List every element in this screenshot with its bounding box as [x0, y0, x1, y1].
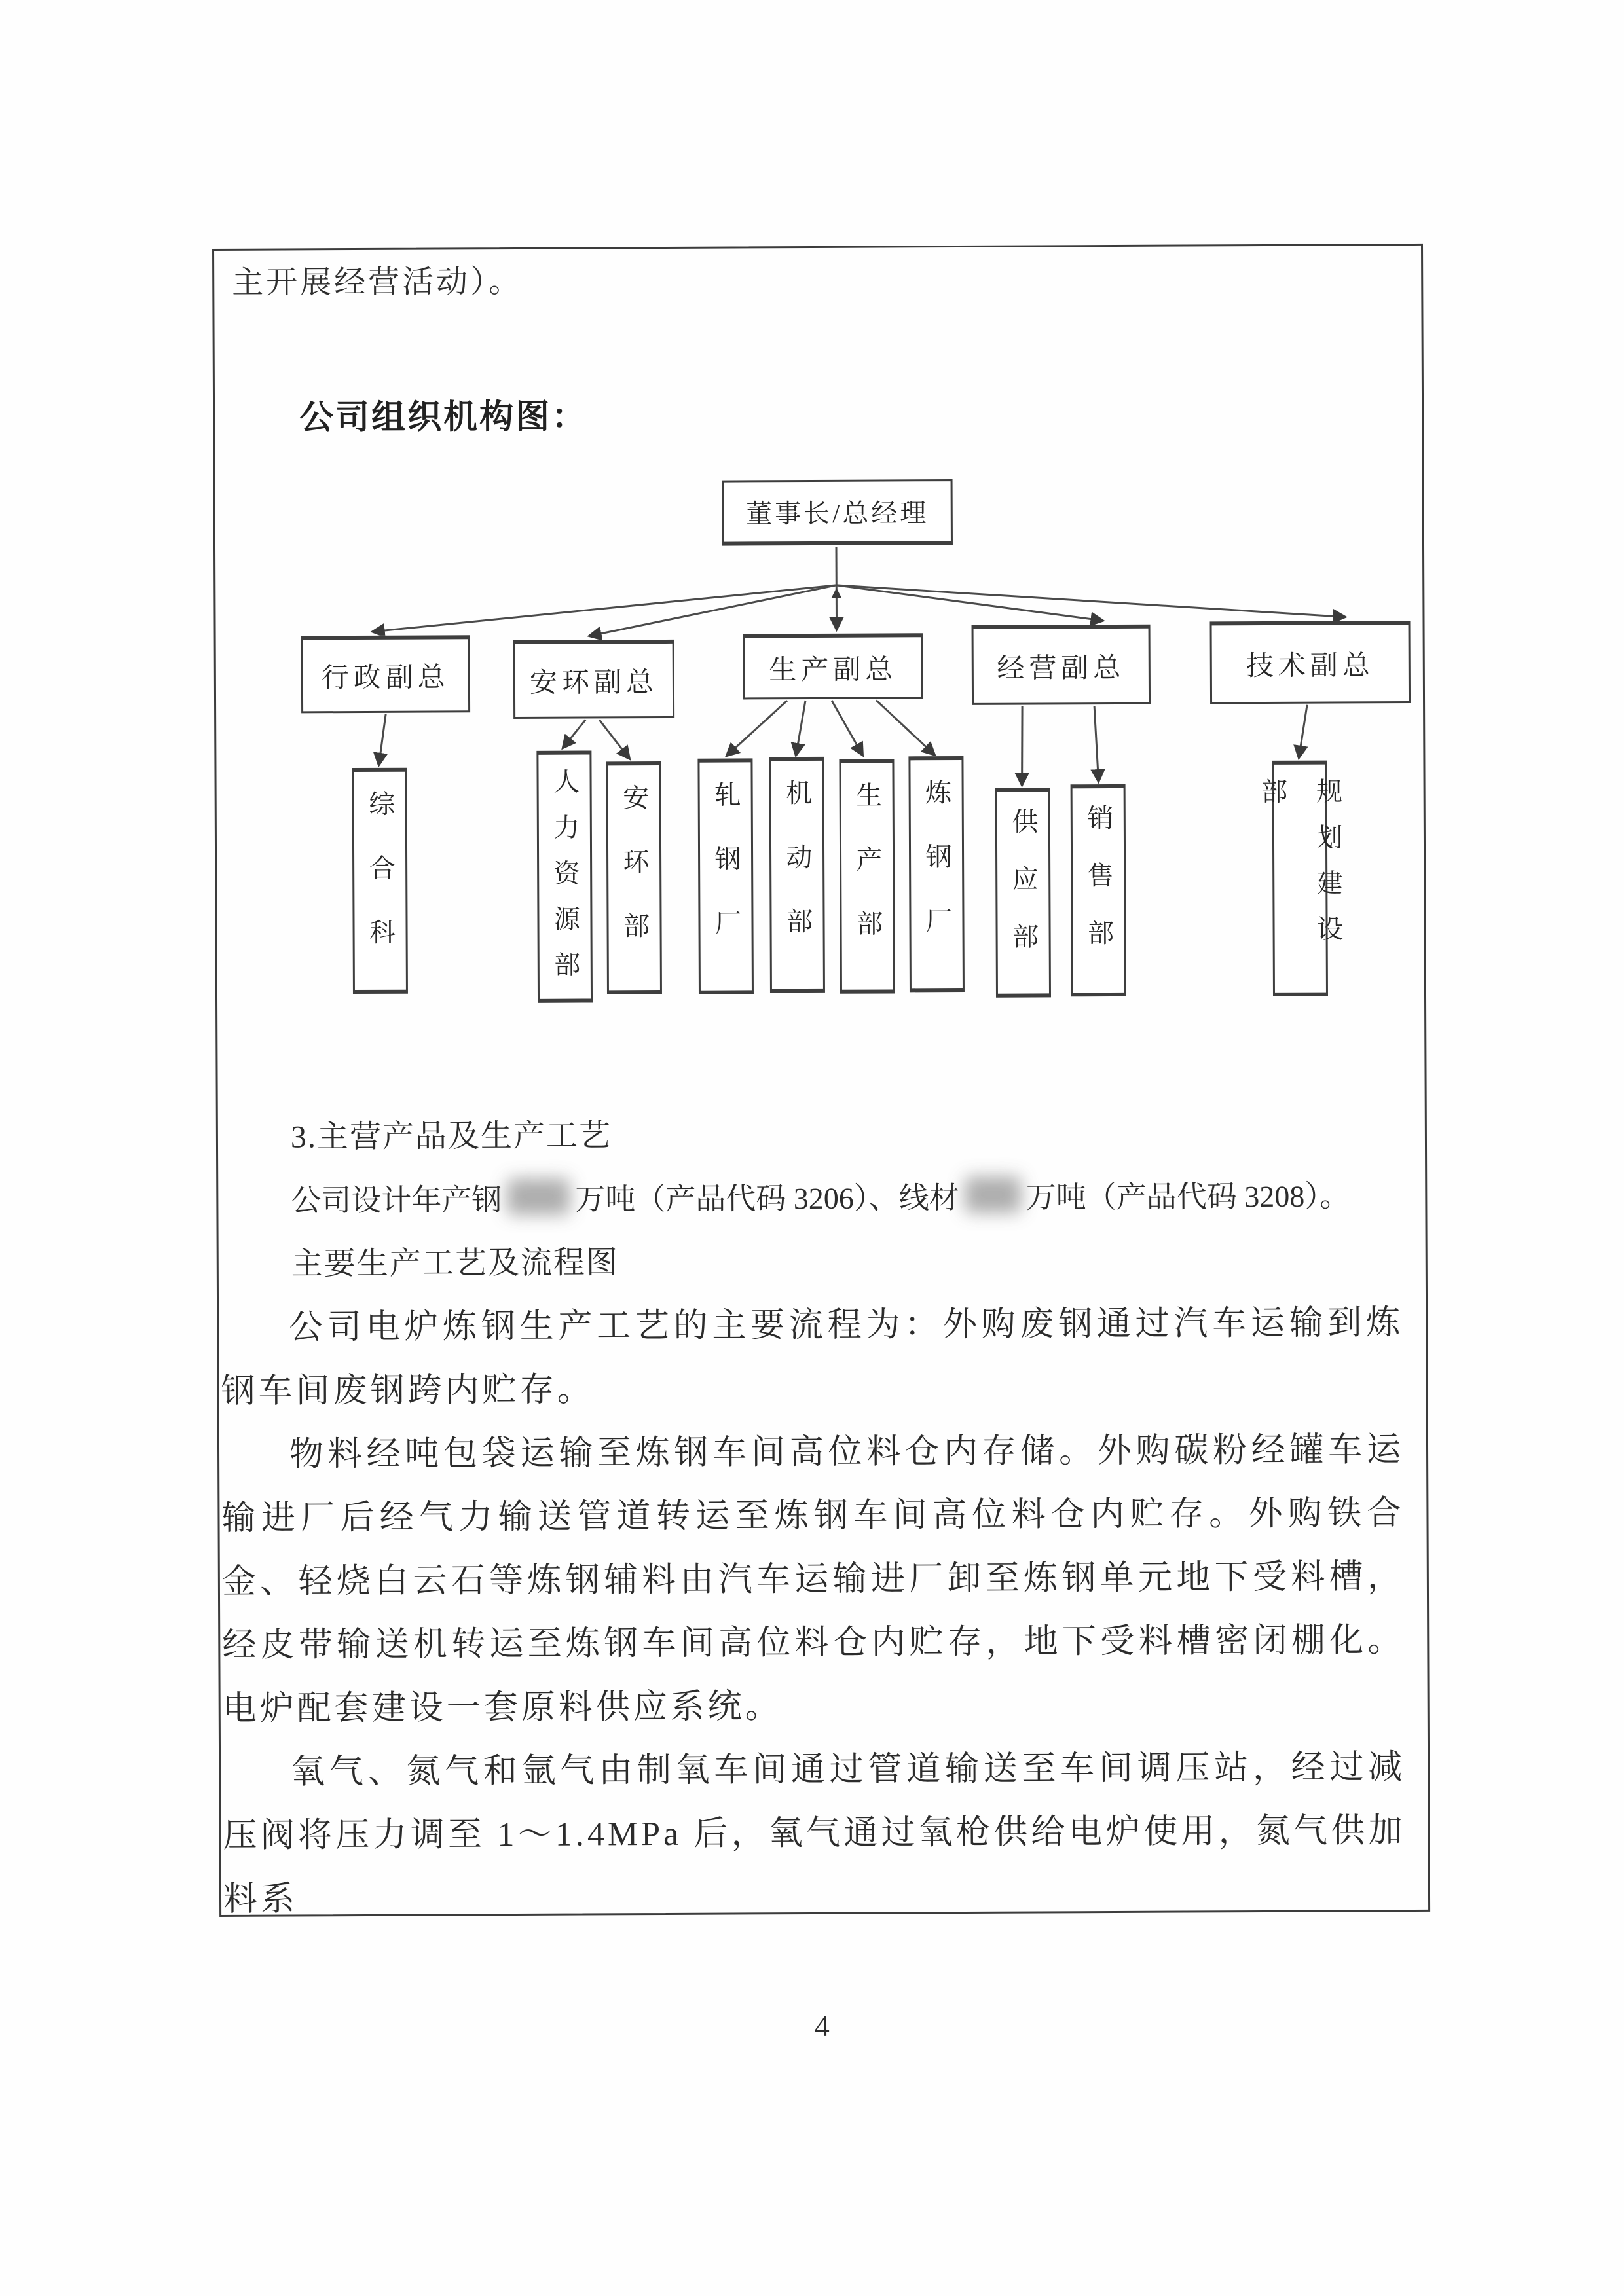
org-chart-title: 公司组织机构图：	[299, 398, 588, 437]
capacity-part2: 万吨（产品代码 3206）、线材	[575, 1181, 959, 1216]
org-box-dept-supply	[995, 788, 1051, 997]
paragraph-material-handling: 物料经吨包袋运输至炼钢车间高位料仓内存储。外购碳粉经罐车运输进厂后经气力输送管道转运至炼钢车间高位料仓内贮存。外购铁合金、轻烧白云石等炼钢辅料由汽车运输进厂卸至炼钢单元地下受料槽，经皮带输送机转运至炼钢车间高位料仓内贮存，地下受料槽密闭棚化。电炉配套建设一套原料供应系统。	[221, 1431, 1405, 1728]
org-box-label: 生产部	[852, 781, 883, 974]
org-box-label: 安环部	[619, 784, 650, 977]
org-box-label: 安环副总	[529, 667, 659, 699]
org-box-dept-steelmaking	[908, 756, 965, 992]
org-box-vp-operations	[972, 625, 1151, 705]
org-box-dept-production	[839, 759, 895, 993]
org-box-chairman	[722, 479, 953, 546]
redacted-value-2	[965, 1176, 1021, 1213]
org-box-label: 供应部	[1008, 807, 1039, 981]
org-box-dept-general-affairs	[352, 768, 408, 994]
redacted-value-1	[507, 1178, 570, 1215]
up-arrowhead	[831, 588, 841, 598]
paragraph-gases: 氧气、氮气和氩气由制氧车间通过管道输送至车间调压站，经过减压阀将压力调至 1～1.4MPa 后，氧气通过氧枪供给电炉使用，氮气供加料系	[223, 1749, 1406, 1918]
capacity-line	[220, 1164, 1403, 1233]
capacity-part3: 万吨（产品代码 3208）。	[1025, 1179, 1350, 1214]
org-box-label: 综合科	[365, 790, 396, 983]
org-box-dept-rolling-mill	[697, 758, 754, 994]
org-box-label: 规划建设部	[1257, 777, 1343, 961]
org-box-dept-safety-env	[606, 761, 662, 994]
org-box-label: 炼钢厂	[921, 778, 952, 972]
org-box-dept-human-resources	[536, 750, 593, 1002]
org-box-vp-technology	[1210, 621, 1411, 704]
org-box-label: 技术副总	[1246, 650, 1375, 682]
org-box-label: 轧钢厂	[710, 780, 741, 974]
top-paragraph-fragment: 主开展经营活动）。	[232, 264, 523, 301]
org-box-label: 董事长/总经理	[746, 498, 929, 529]
org-box-dept-planning-construction	[1257, 761, 1343, 996]
org-box-label: 机动部	[782, 778, 813, 972]
org-box-dept-mechanical	[769, 757, 825, 993]
org-box-vp-safety-env	[513, 640, 675, 719]
org-box-dept-sales	[1071, 784, 1126, 996]
production-subheading: 主要生产工艺及流程图	[291, 1245, 619, 1282]
org-box-vp-administration	[301, 635, 471, 713]
org-box-vp-production	[743, 633, 923, 699]
capacity-part1: 公司设计年产钢	[291, 1183, 502, 1218]
org-box-label: 行政副总	[321, 662, 450, 693]
section-heading: 3.主营产品及生产工艺	[290, 1118, 612, 1155]
org-box-label: 经营副总	[997, 653, 1126, 684]
org-box-label: 人力资源部	[549, 767, 581, 997]
org-box-label: 生产副总	[769, 654, 898, 685]
body-text	[220, 1101, 1406, 1931]
paragraph-process-overview: 公司电炉炼钢生产工艺的主要流程为：外购废钢通过汽车运输到炼钢车间废钢跨内贮存。	[221, 1304, 1404, 1410]
org-box-label: 销售部	[1083, 803, 1114, 977]
page-number: 4	[814, 2009, 830, 2043]
